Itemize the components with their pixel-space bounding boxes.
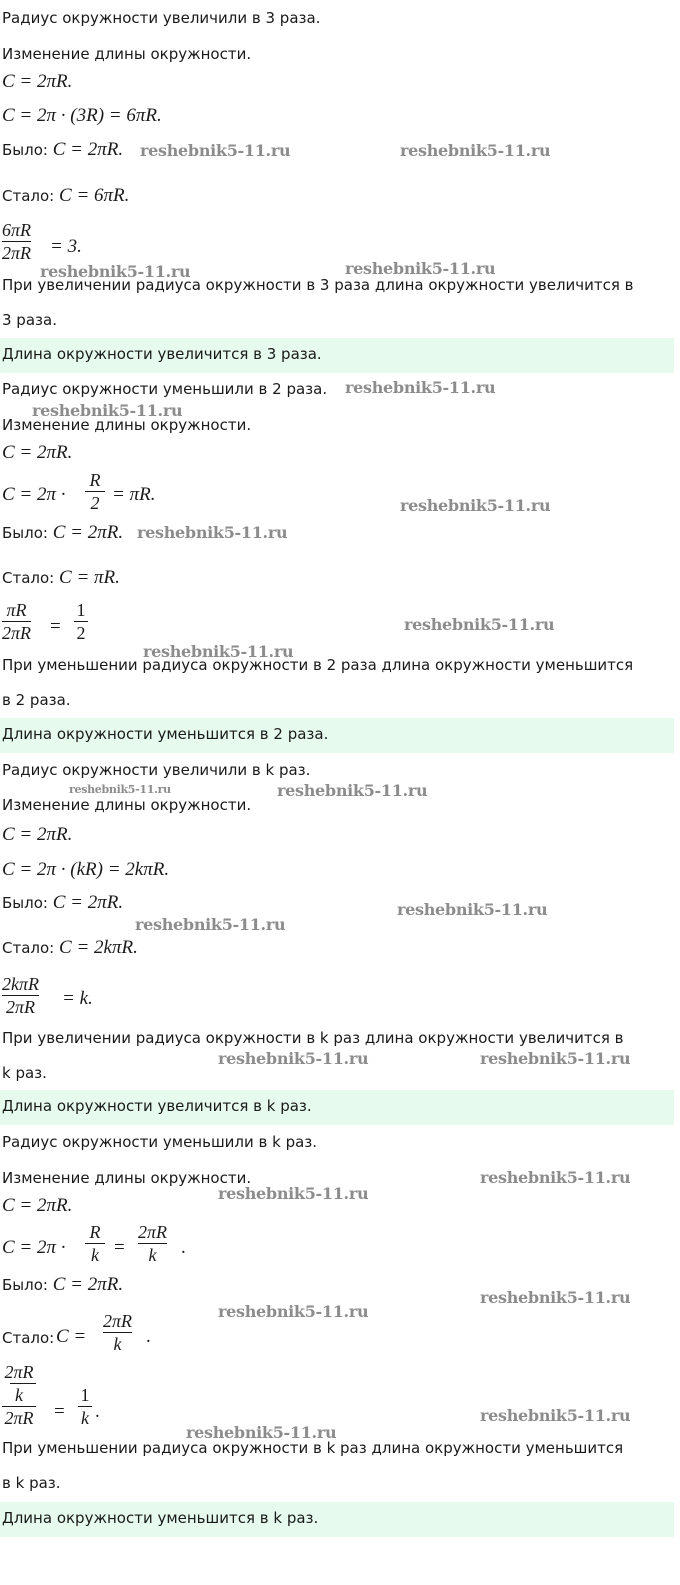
block3-intro: Радиус окружности увеличили в k раз. [2, 761, 311, 779]
watermark: reshebnik5-11.ru [40, 262, 191, 281]
block3-answer: Длина окружности увеличится в k раз. [2, 1097, 312, 1115]
block1-was-expr: C = 2πR. [52, 139, 124, 160]
block4-ratio-eq: = [54, 1401, 65, 1422]
watermark: reshebnik5-11.ru [135, 915, 286, 934]
block1-now-expr: C = 6πR. [59, 185, 130, 206]
block1-conclusion-2: 3 раза. [2, 311, 57, 329]
block1-ratio-fraction [2, 220, 31, 263]
block1-now-label: Стало: [2, 187, 55, 205]
block3-conclusion-1: При увеличении радиуса окружности в k раз длина окружности увеличится в [2, 1029, 624, 1047]
block2-was-expr: C = 2πR. [52, 522, 124, 543]
block3-conclusion-2: k раз. [2, 1064, 47, 1082]
block4-conclusion-2: в k раз. [2, 1474, 61, 1492]
block3-formula2: C = 2π · (kR) = 2kπR. [2, 859, 170, 880]
block1-change: Изменение длины окружности. [2, 45, 252, 63]
watermark: reshebnik5-11.ru [480, 1406, 631, 1425]
block2-conclusion-2: в 2 раза. [2, 691, 71, 709]
block2-ratio-num: πR [6, 600, 27, 620]
block4-ratio-fraction [2, 1362, 36, 1428]
block2-conclusion-1: При уменьшении радиуса окружности в 2 раза длина окружности уменьшится [2, 656, 634, 674]
block4-formula2-rden: k [148, 1245, 157, 1265]
block4-ratio-rnum: 1 [80, 1385, 90, 1405]
block2-ratio-den: 2πR [2, 623, 32, 643]
block1-answer: Длина окружности увеличится в 3 раза. [2, 345, 322, 363]
block4-now-end: . [146, 1326, 151, 1347]
block4-now-num: 2πR [103, 1311, 133, 1331]
watermark: reshebnik5-11.ru [345, 259, 496, 278]
block2-answer: Длина окружности уменьшится в 2 раза. [2, 725, 329, 743]
watermark: reshebnik5-11.ru [277, 781, 428, 800]
block4-formula2-rnum: 2πR [138, 1222, 168, 1242]
block2-formula1: C = 2πR. [2, 442, 73, 463]
block2-ratio-result [74, 600, 88, 643]
watermark: reshebnik5-11.ru [345, 378, 496, 397]
block3-ratio-rhs: = k. [62, 988, 93, 1009]
block1-formula2: C = 2π · (3R) = 6πR. [2, 105, 162, 126]
block4-formula1: C = 2πR. [2, 1195, 73, 1216]
block1-formula1: C = 2πR. [2, 71, 73, 92]
block4-formula2-num: R [89, 1222, 101, 1242]
block4-now-left: C = [56, 1326, 87, 1347]
block3-ratio-fraction [2, 974, 39, 1017]
block3-was-expr: C = 2πR. [52, 892, 124, 913]
block4-now-fraction [103, 1311, 132, 1354]
block3-formula1: C = 2πR. [2, 824, 73, 845]
watermark: reshebnik5-11.ru [404, 615, 555, 634]
block4-was-expr: C = 2πR. [52, 1274, 124, 1295]
watermark: reshebnik5-11.ru [218, 1184, 369, 1203]
block4-formula2-den: k [91, 1245, 99, 1265]
watermark: reshebnik5-11.ru [400, 141, 551, 160]
block2-now-expr: C = πR. [59, 567, 120, 588]
block4-was-line [2, 1275, 123, 1295]
block4-now-den: k [113, 1334, 122, 1354]
block4-ratio-result [78, 1385, 92, 1428]
watermark: reshebnik5-11.ru [137, 523, 288, 542]
watermark: reshebnik5-11.ru [397, 900, 548, 919]
block4-formula2-left: C = 2π · [2, 1237, 66, 1258]
block1-now-line [2, 186, 129, 206]
block2-ratio-rnum: 1 [76, 600, 86, 620]
block3-was-line [2, 893, 123, 913]
watermark: reshebnik5-11.ru [480, 1168, 631, 1187]
block1-answer-box [0, 338, 674, 373]
block2-ratio-eq: = [50, 616, 61, 637]
block4-ratio-num-bot: k [15, 1385, 23, 1405]
block4-intro: Радиус окружности уменьшили в k раз. [2, 1133, 318, 1151]
block2-formula2-fraction [85, 470, 105, 513]
block2-answer-box [0, 718, 674, 753]
block4-formula2-eq: = [114, 1237, 125, 1258]
block3-now-line [2, 938, 138, 958]
block4-ratio-den: 2πR [4, 1408, 34, 1428]
block3-ratio-num: 2kπR [2, 974, 40, 994]
watermark: reshebnik5-11.ru [400, 496, 551, 515]
block3-now-expr: C = 2kπR. [59, 937, 138, 958]
block1-intro: Радиус окружности увеличили в 3 раза. [2, 9, 321, 27]
watermark: reshebnik5-11.ru [186, 1423, 337, 1442]
block3-was-label: Было: [2, 894, 48, 912]
block3-ratio-den: 2πR [6, 997, 36, 1017]
block4-answer-box [0, 1502, 674, 1537]
watermark: reshebnik5-11.ru [218, 1049, 369, 1068]
block2-ratio-rden: 2 [76, 623, 86, 643]
block2-now-label: Стало: [2, 569, 55, 587]
block1-ratio-num: 6πR [2, 220, 32, 240]
block4-was-label: Было: [2, 1276, 48, 1294]
block4-answer: Длина окружности уменьшится в k раз. [2, 1509, 319, 1527]
watermark: reshebnik5-11.ru [480, 1049, 631, 1068]
block1-was-label: Было: [2, 141, 48, 159]
watermark: reshebnik5-11.ru [480, 1288, 631, 1307]
block4-formula2-end: . [181, 1237, 186, 1258]
block4-ratio-num-top: 2πR [4, 1362, 34, 1382]
block1-conclusion-1: При увеличении радиуса окружности в 3 раза длина окружности увеличится в [2, 276, 634, 294]
block4-now-label: Стало: [2, 1329, 55, 1347]
block4-conclusion-1: При уменьшении радиуса окружности в k раз длина окружности уменьшится [2, 1439, 624, 1457]
block4-change: Изменение длины окружности. [2, 1169, 252, 1187]
block3-answer-box [0, 1090, 674, 1125]
block1-ratio-rhs: = 3. [50, 236, 82, 257]
block2-was-label: Было: [2, 524, 48, 542]
watermark: reshebnik5-11.ru [143, 642, 294, 661]
block3-now-label: Стало: [2, 939, 55, 957]
block2-now-line [2, 568, 120, 588]
block2-change: Изменение длины окружности. [2, 416, 252, 434]
block1-was-line [2, 140, 123, 160]
block4-ratio-end: . [95, 1401, 100, 1422]
block1-ratio-den: 2πR [2, 243, 32, 263]
watermark: reshebnik5-11.ru [32, 401, 183, 420]
block2-formula2-den: 2 [90, 493, 100, 513]
watermark: reshebnik5-11.ru [218, 1302, 369, 1321]
watermark: reshebnik5-11.ru [69, 783, 171, 796]
block4-formula2-fraction [85, 1222, 105, 1265]
block2-formula2-num: R [89, 470, 101, 490]
block4-formula2-result [138, 1222, 167, 1265]
block4-ratio-rden: k [81, 1408, 89, 1428]
block3-change: Изменение длины окружности. [2, 796, 252, 814]
block2-ratio-fraction [2, 600, 31, 643]
block2-formula2-right: = πR. [112, 484, 156, 505]
watermark: reshebnik5-11.ru [140, 141, 291, 160]
block2-was-line [2, 523, 123, 543]
block2-formula2-left: C = 2π · [2, 484, 66, 505]
block2-intro: Радиус окружности уменьшили в 2 раза. [2, 380, 328, 398]
